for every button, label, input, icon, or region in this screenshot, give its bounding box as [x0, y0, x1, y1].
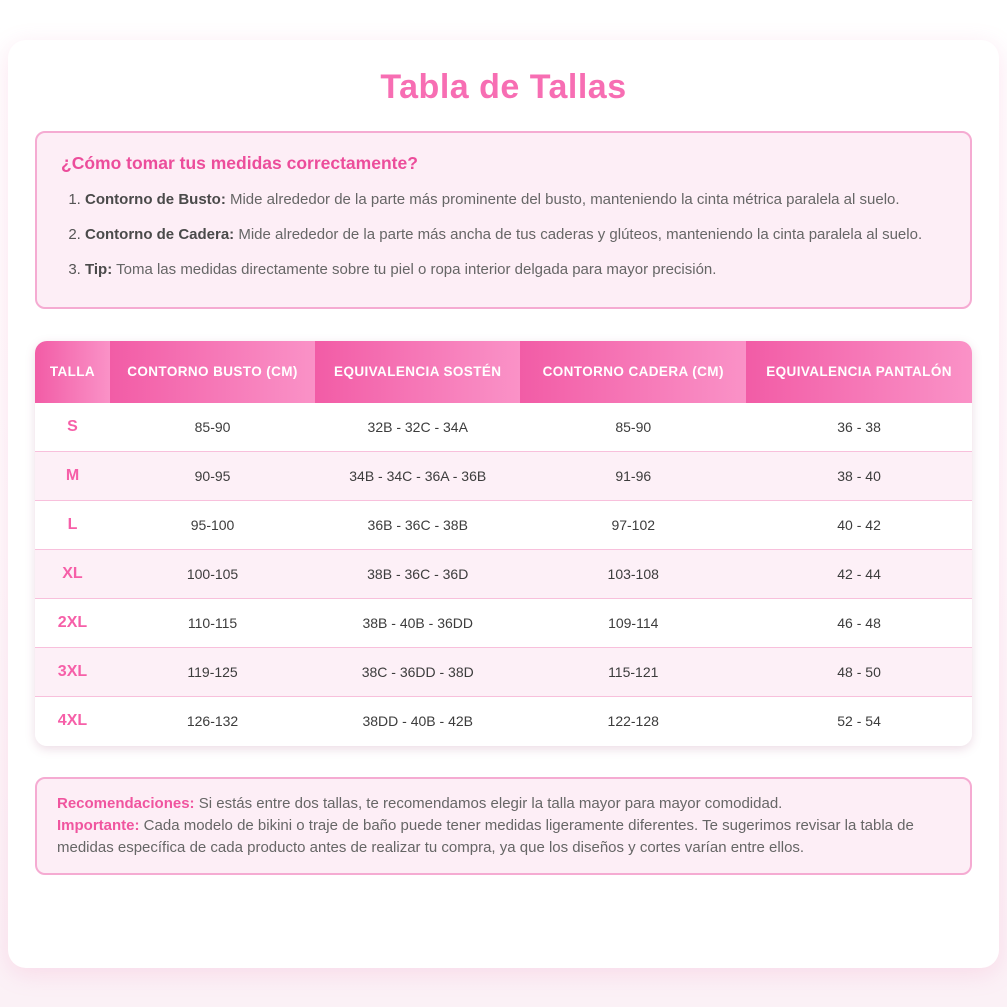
cadera-value: 85-90 [615, 418, 652, 435]
size-label: 4XL [57, 712, 88, 730]
table-row-xl [35, 550, 972, 599]
recommendations-box [35, 777, 972, 876]
sosten-value: 38B - 36C - 36D [367, 566, 469, 583]
instruction-label: Tip: [85, 260, 113, 278]
instruction-item-tip [85, 258, 946, 283]
pantalon-value: 42 - 44 [837, 566, 881, 583]
size-label: 2XL [57, 614, 88, 632]
table-row-2xl [35, 599, 972, 648]
size-table [35, 341, 972, 746]
sosten-value: 38B - 40B - 36DD [362, 615, 473, 632]
busto-value: 100-105 [186, 566, 239, 583]
pantalon-value: 48 - 50 [837, 664, 881, 681]
size-label: S [67, 417, 78, 435]
cadera-value: 91-96 [615, 468, 652, 485]
measurement-instructions-box [35, 131, 972, 309]
sosten-value: 36B - 36C - 38B [367, 517, 468, 534]
instruction-item-busto [85, 188, 946, 213]
recommendation-text: Si estás entre dos tallas, te recomendamos elegir la talla mayor para mayor comodidad. [198, 794, 783, 812]
instruction-text: Mide alrededor de la parte más ancha de tus caderas y glúteos, manteniendo la cinta paralela al suelo. [238, 225, 923, 243]
sosten-value: 34B - 34C - 36A - 36B [349, 468, 487, 485]
important-text: Cada modelo de bikini o traje de baño puede tener medidas ligeramente diferentes. Te sugerimos revisar la tabla de medidas específica de cada producto antes de realizar tu compra, ya que los diseños y cortes varían entre ellos. [57, 816, 914, 857]
header-contorno-cadera: CONTORNO CADERA (CM) [520, 341, 746, 403]
header-equivalencia-sosten: EQUIVALENCIA SOSTÉN [315, 341, 520, 403]
pantalon-value: 46 - 48 [837, 615, 881, 632]
header-contorno-busto: CONTORNO BUSTO (CM) [110, 341, 315, 403]
table-row-3xl [35, 648, 972, 697]
busto-value: 126-132 [186, 713, 239, 730]
instructions-list [61, 188, 946, 283]
instruction-text: Toma las medidas directamente sobre tu piel o ropa interior delgada para mayor precisión. [116, 260, 717, 278]
instruction-label: Contorno de Cadera: [85, 225, 235, 243]
recommendation-line [57, 793, 950, 815]
pantalon-value: 36 - 38 [837, 418, 881, 435]
page-title: Tabla de Tallas [380, 68, 627, 106]
instruction-item-cadera [85, 223, 946, 248]
size-table-container [35, 341, 972, 746]
table-row-s [35, 403, 972, 452]
sosten-value: 32B - 32C - 34A [367, 418, 468, 435]
size-label: L [67, 516, 78, 534]
recommendation-label: Recomendaciones: [57, 794, 195, 812]
table-row-m [35, 452, 972, 501]
table-row-4xl [35, 697, 972, 746]
header-equivalencia-pantalon: EQUIVALENCIA PANTALÓN [746, 341, 972, 403]
table-row-l [35, 501, 972, 550]
size-label: XL [62, 565, 83, 583]
size-label: M [65, 467, 80, 485]
size-chart-card [8, 40, 999, 968]
busto-value: 90-95 [194, 468, 231, 485]
instruction-text: Mide alrededor de la parte más prominente del busto, manteniendo la cinta métrica paralela al suelo. [229, 191, 900, 208]
cadera-value: 109-114 [608, 615, 659, 632]
pantalon-value: 40 - 42 [837, 517, 881, 534]
important-label: Importante: [57, 816, 140, 834]
cadera-value: 115-121 [608, 664, 659, 681]
size-label: 3XL [57, 663, 88, 681]
instruction-label: Contorno de Busto: [85, 191, 226, 208]
cadera-value: 122-128 [607, 713, 659, 730]
instructions-heading: ¿Cómo tomar tus medidas correctamente? [61, 153, 418, 173]
pantalon-value: 38 - 40 [837, 468, 881, 485]
sosten-value: 38DD - 40B - 42B [362, 713, 473, 730]
cadera-value: 97-102 [611, 517, 656, 534]
pantalon-value: 52 - 54 [837, 713, 881, 730]
busto-value: 85-90 [194, 418, 231, 435]
sosten-value: 38C - 36DD - 38D [361, 664, 474, 681]
important-line [57, 815, 950, 859]
busto-value: 119-125 [187, 664, 238, 681]
busto-value: 110-115 [187, 615, 238, 632]
size-table-header-row [35, 341, 972, 403]
cadera-value: 103-108 [607, 566, 659, 583]
busto-value: 95-100 [190, 517, 235, 534]
header-talla: TALLA [35, 341, 110, 403]
